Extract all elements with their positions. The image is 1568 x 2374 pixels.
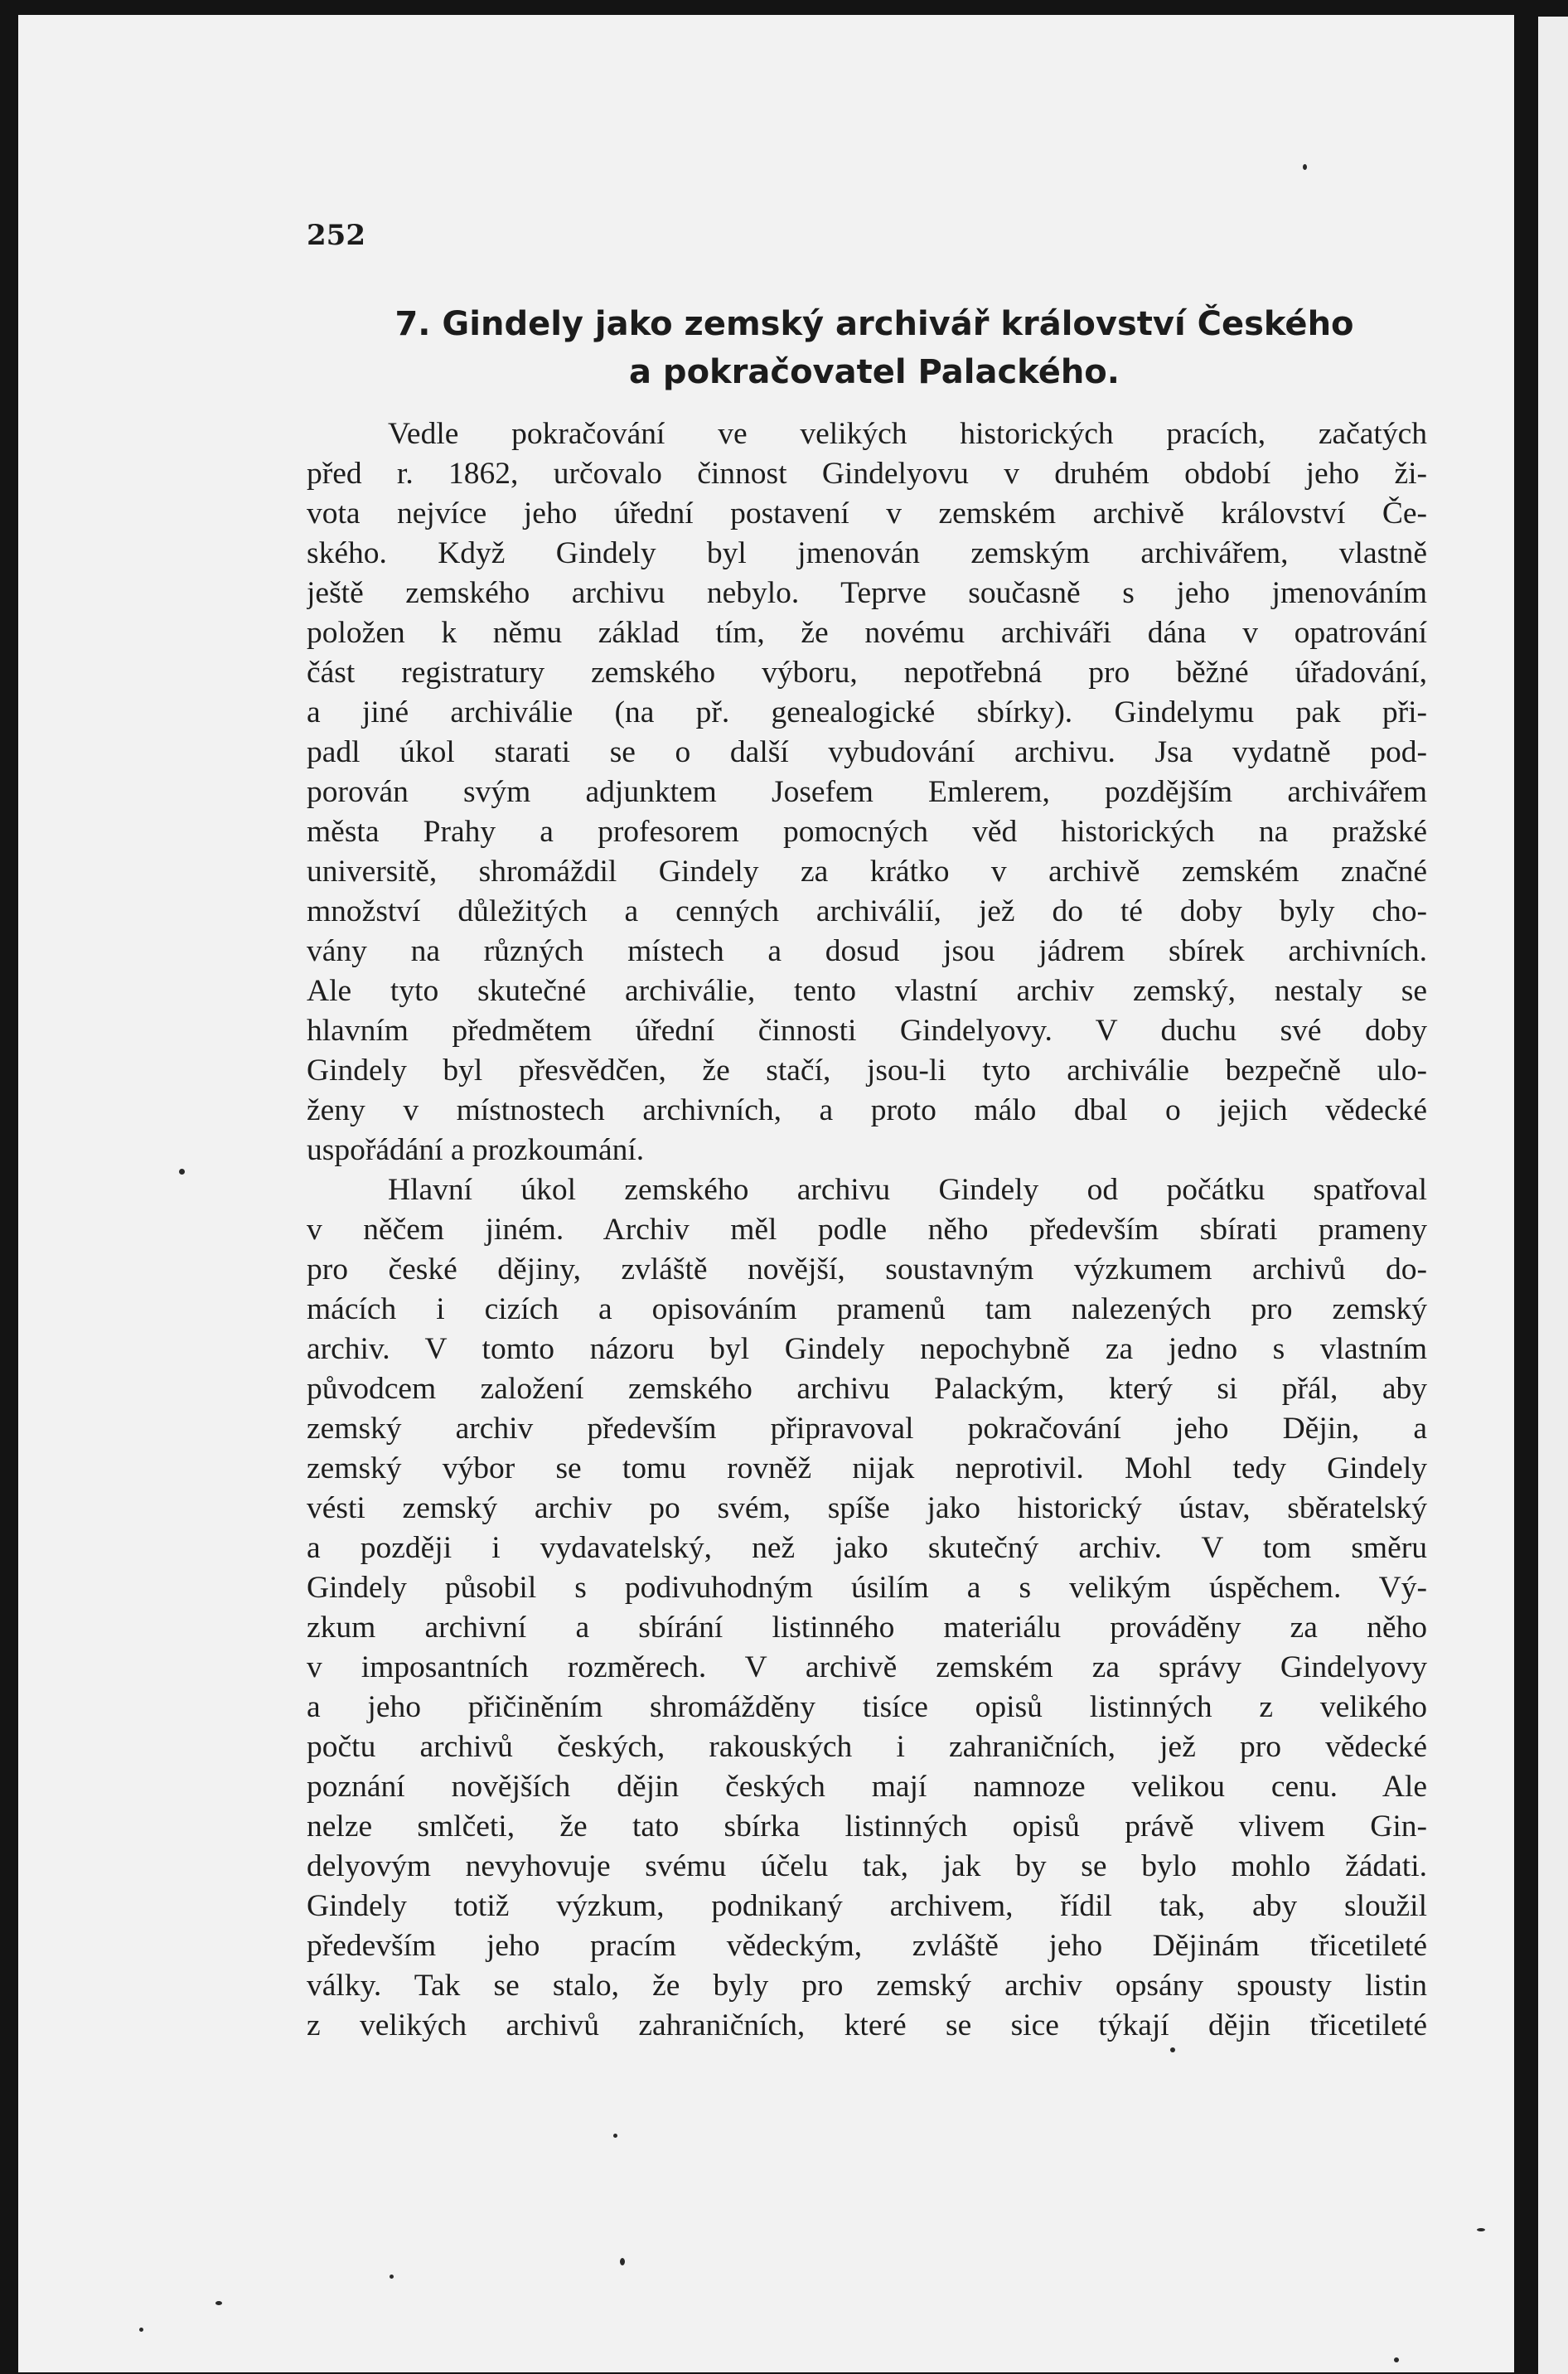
- body-text: [307, 414, 1427, 2046]
- scan-speck: [390, 2275, 394, 2279]
- text-line: část registratury zemského výboru, nepotřebná pro běžné úřadování,: [307, 656, 1427, 690]
- scan-speck: [1303, 164, 1307, 170]
- text-line: zkum archivní a sbírání listinného materiálu prováděny za něho: [307, 1611, 1427, 1645]
- text-line: Ale tyto skutečné archiválie, tento vlastní archiv zemský, nestaly se: [307, 974, 1427, 1008]
- text-line: v imposantních rozměrech. V archivě zemském za správy Gindelyovy: [307, 1650, 1427, 1684]
- text-line: města Prahy a profesorem pomocných věd historických na pražské: [307, 815, 1427, 849]
- text-line: především jeho pracím vědeckým, zvláště jeho Dějinám třicetileté: [307, 1929, 1427, 1963]
- text-line: nelze smlčeti, že tato sbírka listinných opisů právě vlivem Gin-: [307, 1810, 1427, 1843]
- text-line: padl úkol starati se o další vybudování archivu. Jsa vydatně pod-: [307, 735, 1427, 769]
- text-line: a později i vydavatelský, než jako skutečný archiv. V tom směru: [307, 1531, 1427, 1565]
- text-line: Gindely byl přesvědčen, že stačí, jsou-li tyto archiválie bezpečně ulo-: [307, 1054, 1427, 1088]
- section-heading: [315, 300, 1434, 396]
- text-line: před r. 1862, určovalo činnost Gindelyovu v druhém období jeho ži-: [307, 457, 1427, 491]
- text-line: mácích i cizích a opisováním pramenů tam nalezených pro zemský: [307, 1292, 1427, 1326]
- text-line: položen k němu základ tím, že novému archiváři dána v opatrování: [307, 616, 1427, 650]
- page-number: 252: [307, 219, 365, 252]
- adjacent-page-edge: [1538, 17, 1568, 2374]
- text-line: zemský archiv především připravoval pokračování jeho Dějin, a: [307, 1412, 1427, 1446]
- text-line: z velikých archivů zahraničních, které se sice týkají dějin třicetileté: [307, 2008, 1427, 2042]
- text-line: vésti zemský archiv po svém, spíše jako historický ústav, sběratelský: [307, 1491, 1427, 1525]
- scan-speck: [1394, 2357, 1399, 2362]
- scan-speck: [620, 2258, 625, 2265]
- heading-line: 7. Gindely jako zemský archivář království Českého: [394, 305, 1354, 343]
- scan-speck: [215, 2301, 222, 2305]
- text-line: počtu archivů českých, rakouských i zahraničních, jež pro vědecké: [307, 1730, 1427, 1764]
- text-line: ženy v místnostech archivních, a proto málo dbal o jejich vědecké: [307, 1093, 1427, 1127]
- text-line: a jiné archiválie (na př. genealogické sbírky). Gindelymu pak při-: [307, 695, 1427, 729]
- text-line: Vedle pokračování ve velikých historických pracích, začatých: [388, 417, 1427, 451]
- text-line: ského. Když Gindely byl jmenován zemským archivářem, vlastně: [307, 536, 1427, 570]
- scan-speck: [179, 1169, 185, 1175]
- text-line: vány na různých místech a dosud jsou jádrem sbírek archivních.: [307, 934, 1427, 968]
- text-line: a jeho přičiněním shromážděny tisíce opisů listinných z velikého: [307, 1690, 1427, 1724]
- text-line: množství důležitých a cenných archiválií, jež do té doby byly cho-: [307, 894, 1427, 928]
- text-line: Gindely totiž výzkum, podnikaný archivem, řídil tak, aby sloužil: [307, 1889, 1427, 1923]
- text-line: v něčem jiném. Archiv měl podle něho především sbírati prameny: [307, 1213, 1427, 1247]
- text-line: delyovým nevyhovuje svému účelu tak, jak by se bylo mohlo žádati.: [307, 1849, 1427, 1883]
- scan-speck: [1477, 2228, 1485, 2231]
- text-line: ještě zemského archivu nebylo. Teprve současně s jeho jmenováním: [307, 576, 1427, 610]
- text-line: archiv. V tomto názoru byl Gindely nepochybně za jedno s vlastním: [307, 1332, 1427, 1366]
- text-line: pro české dějiny, zvláště novější, soustavným výzkumem archivů do-: [307, 1252, 1427, 1286]
- text-line: universitě, shromáždil Gindely za krátko v archivě zemském značné: [307, 855, 1427, 889]
- text-line: války. Tak se stalo, že byly pro zemský archiv opsány spousty listin: [307, 1969, 1427, 2003]
- text-line: uspořádání a prozkoumání.: [307, 1133, 645, 1167]
- text-line: poznání novějších dějin českých mají namnoze velikou cenu. Ale: [307, 1770, 1427, 1804]
- text-line: porován svým adjunktem Josefem Emlerem, pozdějším archivářem: [307, 775, 1427, 809]
- scan-speck: [613, 2134, 617, 2138]
- text-line: hlavním předmětem úřední činnosti Gindelyovy. V duchu své doby: [307, 1014, 1427, 1048]
- scan-speck: [139, 2328, 143, 2332]
- text-line: původcem založení zemského archivu Palackým, který si přál, aby: [307, 1372, 1427, 1406]
- text-line: zemský výbor se tomu rovněž nijak neprotivil. Mohl tedy Gindely: [307, 1451, 1427, 1485]
- text-line: Gindely působil s podivuhodným úsilím a s velikým úspěchem. Vý-: [307, 1571, 1427, 1605]
- text-line: Hlavní úkol zemského archivu Gindely od počátku spatřoval: [388, 1173, 1427, 1207]
- heading-line: a pokračovatel Palackého.: [629, 353, 1120, 391]
- text-line: vota nejvíce jeho úřední postavení v zemském archivě království Če-: [307, 497, 1427, 531]
- scan-speck: [1170, 2047, 1175, 2052]
